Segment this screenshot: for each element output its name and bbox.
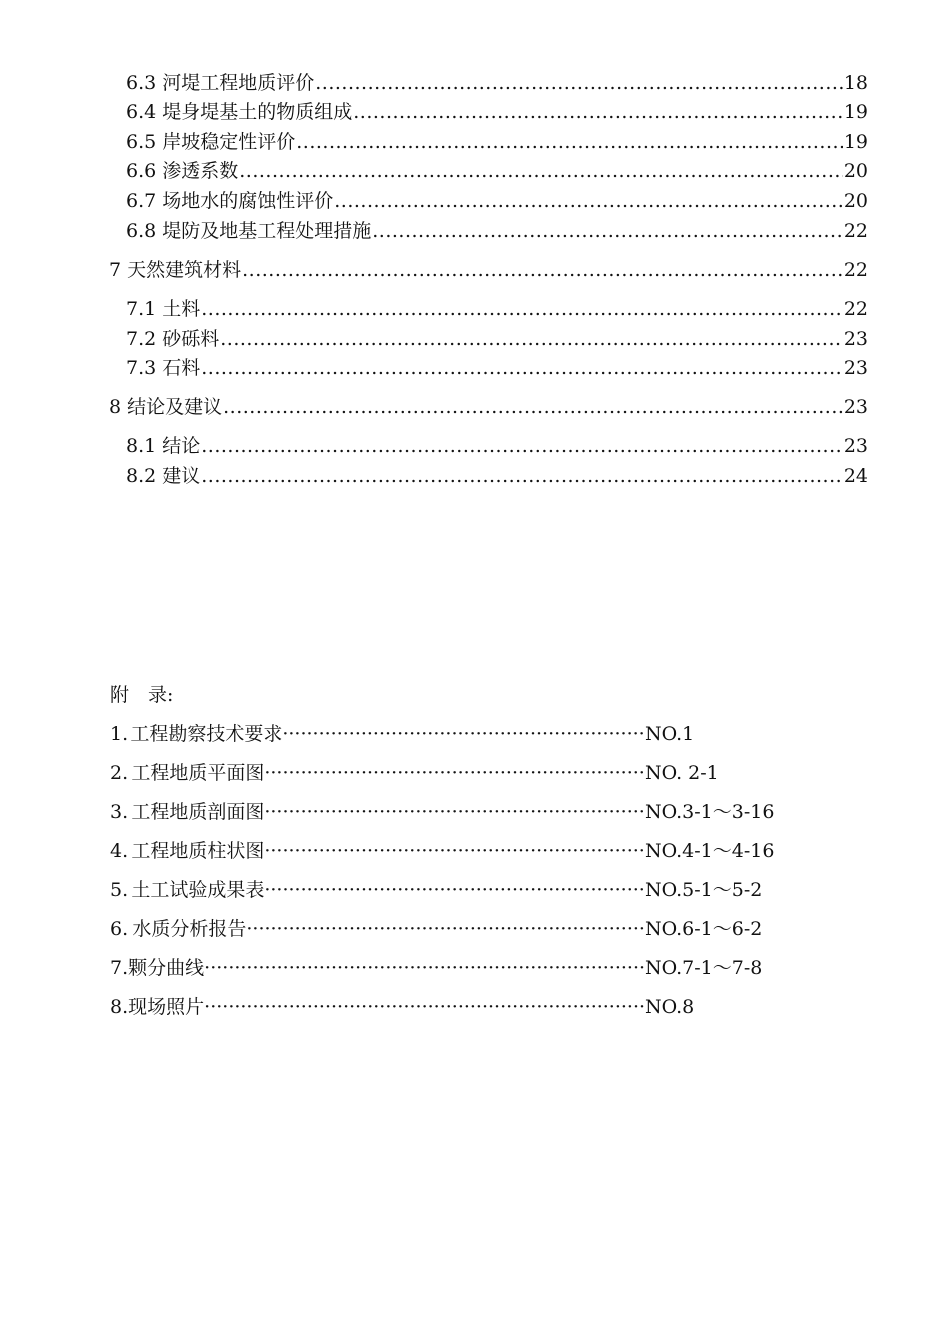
toc-entry-6-7[interactable]	[126, 189, 868, 213]
dot-leader	[282, 722, 645, 746]
appendix-item-ref: NO.4-1～4-16	[645, 840, 775, 862]
appendix-item-number: 1.	[110, 723, 129, 745]
appendix-item-ref: NO. 2-1	[645, 762, 719, 784]
toc-entry-page: 23	[843, 435, 868, 457]
appendix-item[interactable]	[110, 878, 645, 902]
dot-leader	[204, 956, 645, 980]
dot-leader	[264, 761, 645, 785]
dot-leader	[353, 100, 843, 124]
appendix-item-ref: NO.5-1～5-2	[645, 879, 763, 901]
toc-entry-label: 6.3 河堤工程地质评价	[126, 72, 315, 94]
toc-entry-6-5[interactable]	[126, 130, 868, 154]
dot-leader	[201, 464, 843, 488]
appendix-item-name: 工程地质剖面图	[131, 801, 265, 823]
appendix-item-number: 3.	[110, 801, 129, 823]
toc-entry-page: 24	[843, 465, 868, 487]
appendix-title: 附 录:	[110, 684, 174, 706]
appendix-item-ref: NO.1	[645, 723, 695, 745]
appendix-item-ref: NO.7-1～7-8	[645, 957, 763, 979]
appendix-item[interactable]	[110, 956, 645, 980]
appendix-item-name: 土工试验成果表	[131, 879, 265, 901]
toc-entry-page: 19	[843, 131, 868, 153]
appendix-item-ref: NO.6-1～6-2	[645, 918, 763, 940]
dot-leader	[239, 159, 843, 183]
appendix-item[interactable]	[110, 839, 645, 863]
appendix-item-number: 6.	[110, 918, 129, 940]
appendix-item-number: 8.	[110, 996, 129, 1018]
dot-leader	[264, 800, 645, 824]
toc-entry-6-8[interactable]	[126, 219, 868, 243]
appendix-item-ref: NO.8	[645, 996, 695, 1018]
dot-leader	[246, 917, 645, 941]
appendix-item-name: 现场照片	[128, 996, 205, 1018]
dot-leader	[242, 258, 843, 282]
appendix-item-number: 7.	[110, 957, 129, 979]
appendix-item-name: 工程勘察技术要求	[130, 723, 283, 745]
appendix-item[interactable]	[110, 761, 645, 785]
toc-entry-page: 20	[843, 190, 868, 212]
toc-entry-7-2[interactable]	[126, 327, 868, 351]
toc-entry-page: 23	[843, 357, 868, 379]
dot-leader	[201, 297, 843, 321]
toc-entry-6-4[interactable]	[126, 100, 868, 124]
toc-entry-label: 7.3 石料	[126, 357, 201, 379]
dot-leader	[201, 434, 843, 458]
toc-entry-7-1[interactable]	[126, 297, 868, 321]
dot-leader	[201, 356, 843, 380]
appendix-item[interactable]	[110, 722, 645, 746]
dot-leader	[334, 189, 843, 213]
toc-entry-7[interactable]	[109, 258, 868, 282]
dot-leader	[372, 219, 843, 243]
toc-entry-page: 22	[843, 220, 868, 242]
toc-entry-label: 6.7 场地水的腐蚀性评价	[126, 190, 334, 212]
toc-entry-page: 22	[843, 298, 868, 320]
appendix-item[interactable]	[110, 995, 645, 1019]
toc-entry-label: 6.5 岸坡稳定性评价	[126, 131, 296, 153]
toc-entry-label: 8 结论及建议	[109, 396, 223, 418]
appendix-item-name: 水质分析报告	[132, 918, 247, 940]
toc-entry-8-2[interactable]	[126, 464, 868, 488]
appendix-item-name: 颗分曲线	[128, 957, 205, 979]
appendix-item-number: 2.	[110, 762, 129, 784]
toc-entry-7-3[interactable]	[126, 356, 868, 380]
appendix-item-name: 工程地质平面图	[131, 762, 265, 784]
dot-leader	[220, 327, 843, 351]
toc-entry-page: 22	[843, 259, 868, 281]
dot-leader	[296, 130, 843, 154]
toc-entry-label: 7 天然建筑材料	[109, 259, 242, 281]
appendix-item[interactable]	[110, 917, 645, 941]
appendix-item-number: 4.	[110, 840, 129, 862]
appendix-item[interactable]	[110, 800, 645, 824]
dot-leader	[223, 395, 843, 419]
toc-entry-label: 7.1 土料	[126, 298, 201, 320]
dot-leader	[264, 878, 645, 902]
toc-entry-label: 6.6 渗透系数	[126, 160, 239, 182]
dot-leader	[264, 839, 645, 863]
toc-entry-8[interactable]	[109, 395, 868, 419]
toc-entry-label: 6.8 堤防及地基工程处理措施	[126, 220, 372, 242]
toc-entry-page: 23	[843, 396, 868, 418]
toc-entry-label: 6.4 堤身堤基土的物质组成	[126, 101, 353, 123]
appendix-item-number: 5.	[110, 879, 129, 901]
appendix-item-name: 工程地质柱状图	[131, 840, 265, 862]
toc-entry-page: 20	[843, 160, 868, 182]
toc-entry-page: 23	[843, 328, 868, 350]
toc-entry-8-1[interactable]	[126, 434, 868, 458]
toc-entry-page: 18	[843, 72, 868, 94]
toc-entry-label: 8.2 建议	[126, 465, 201, 487]
toc-entry-label: 8.1 结论	[126, 435, 201, 457]
dot-leader	[315, 71, 843, 95]
toc-entry-6-3[interactable]	[126, 71, 868, 95]
toc-entry-6-6[interactable]	[126, 159, 868, 183]
toc-entry-label: 7.2 砂砾料	[126, 328, 220, 350]
toc-entry-page: 19	[843, 101, 868, 123]
appendix-item-ref: NO.3-1～3-16	[645, 801, 775, 823]
dot-leader	[204, 995, 645, 1019]
